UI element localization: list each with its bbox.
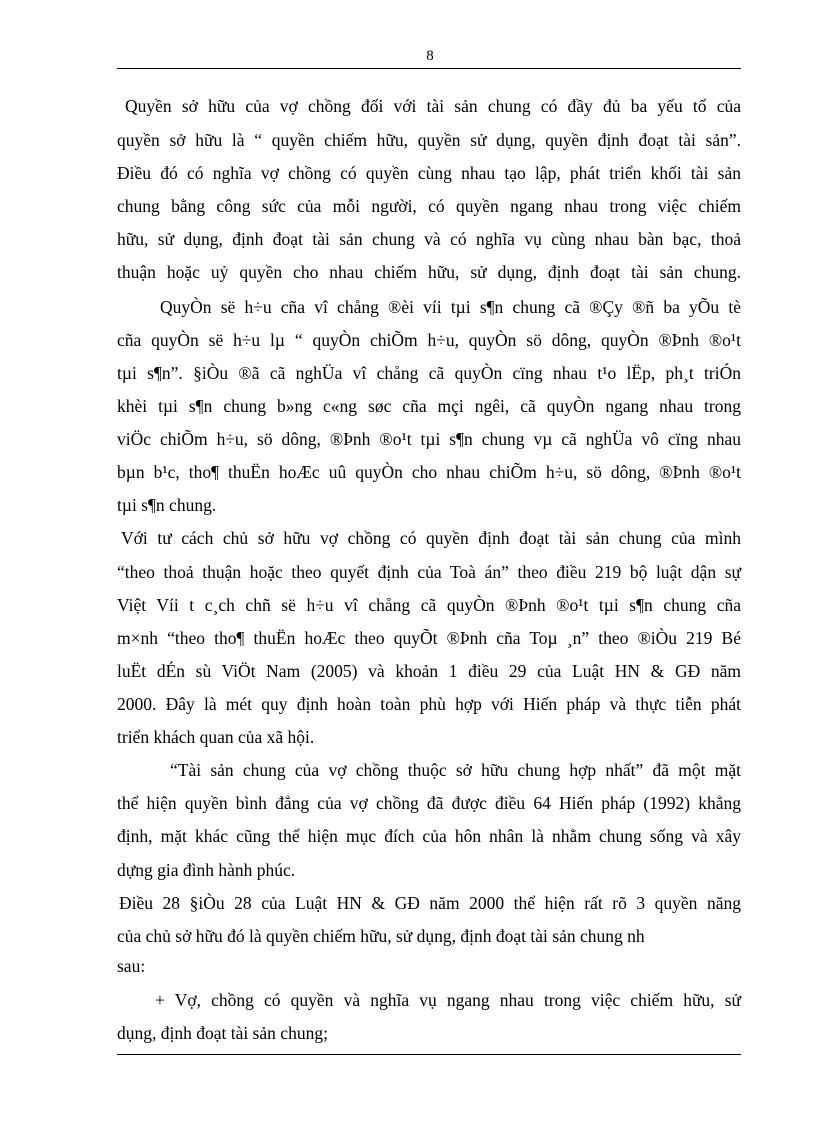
text-line: triển khách quan của xã hội. (117, 727, 315, 747)
text-line: định, mặt khác cũng thể hiện mục đích của hôn nhân là nhằm chung sống và xây (117, 826, 741, 846)
text-line: chung bằng công sức của mỗi người, có quyền ngang nhau trong việc chiếm (117, 196, 741, 216)
text-line: Quyền sở hữu của vợ chồng đối với tài sản chung có đầy đủ ba yếu tố của (125, 96, 741, 116)
text-line: Điều 28 §iÒu 28 của Luật HN & GĐ năm 2000 thể hiện rất rõ 3 quyền năng (119, 893, 741, 913)
text-line: Với tư cách chủ sở hữu vợ chồng có quyền định đoạt tài sản chung của mình (121, 528, 741, 548)
text-line: hữu, sử dụng, định đoạt tài sản chung và có nghĩa vụ cùng nhau bàn bạc, thoả (117, 229, 741, 249)
text-line: Điều đó có nghĩa vợ chồng có quyền cùng nhau tạo lập, phát triển khối tài sản (117, 163, 741, 183)
text-line: “theo thoả thuận hoặc theo quyết định của Toà án” theo điều 219 bộ luật dận sự (117, 562, 741, 582)
text-line: Việt Víi t c¸ch chñ së h÷u vî chång cã quyÒn ®Þnh ®o¹t tµi s¶n chung cña (117, 595, 741, 615)
text-line: dụng, định đoạt tài sản chung; (117, 1023, 328, 1043)
text-line: cña quyÒn së h÷u lµ “ quyÒn chiÕm h÷u, quyÒn sö dông, quyÒn ®Þnh ®o¹t (117, 330, 741, 350)
text-line: dựng gia đình hành phúc. (117, 860, 296, 880)
text-line: luËt dÉn sù ViÖt Nam (2005) và khoản 1 điều 29 của Luật HN & GĐ năm (117, 661, 741, 681)
text-line: viÖc chiÕm h÷u, sö dông, ®Þnh ®o¹t tµi s¶n chung vµ cã nghÜa vô cïng nhau (117, 429, 741, 449)
header-rule (117, 68, 741, 69)
page-number: 8 (426, 48, 434, 64)
text-line: tµi s¶n chung. (117, 495, 217, 515)
text-line: sau: (117, 956, 146, 976)
text-line: + Vợ, chồng có quyền và nghĩa vụ ngang nhau trong việc chiếm hữu, sử (155, 990, 741, 1010)
text-line: khèi tµi s¶n chung b»ng c«ng søc cña mçi ngêi, cã quyÒn ngang nhau trong (117, 396, 741, 416)
text-line: thuận hoặc uỷ quyền cho nhau chiếm hữu, sử dụng, định đoạt tài sản chung. (117, 262, 741, 282)
text-line: 2000. Đây là mét quy định hoàn toàn phù hợp với Hiến pháp và thực tiễn phát (117, 694, 741, 714)
text-line: bµn b¹c, tho¶ thuËn hoÆc uû quyÒn cho nhau chiÕm h÷u, sö dông, ®Þnh ®o¹t (117, 462, 741, 482)
text-line: tµi s¶n”. §iÒu ®ã cã nghÜa vî chång cã quyÒn cïng nhau t¹o lËp, ph¸t triÓn (117, 363, 741, 383)
text-line: QuyÒn së h÷u cña vî chång ®èi víi tµi s¶n chung cã ®Çy ®ñ ba yÕu tè (160, 297, 741, 317)
text-line: thể hiện quyền bình đẳng của vợ chồng đã được điều 64 Hiến pháp (1992) khẳng (117, 793, 741, 813)
text-line: của chủ sở hữu đó là quyền chiếm hữu, sử dụng, định đoạt tài sản chung nh (117, 926, 645, 946)
text-line: m×nh “theo tho¶ thuËn hoÆc theo quyÕt ®Þnh cña Toµ ¸n” theo ®iÒu 219 Bé (117, 628, 741, 648)
text-line: “Tài sản chung của vợ chồng thuộc sở hữu chung hợp nhất” đã một mặt (170, 760, 741, 780)
text-line: quyền sở hữu là “ quyền chiếm hữu, quyền sử dụng, quyền định đoạt tài sản”. (117, 130, 741, 150)
footer-rule (117, 1054, 741, 1055)
